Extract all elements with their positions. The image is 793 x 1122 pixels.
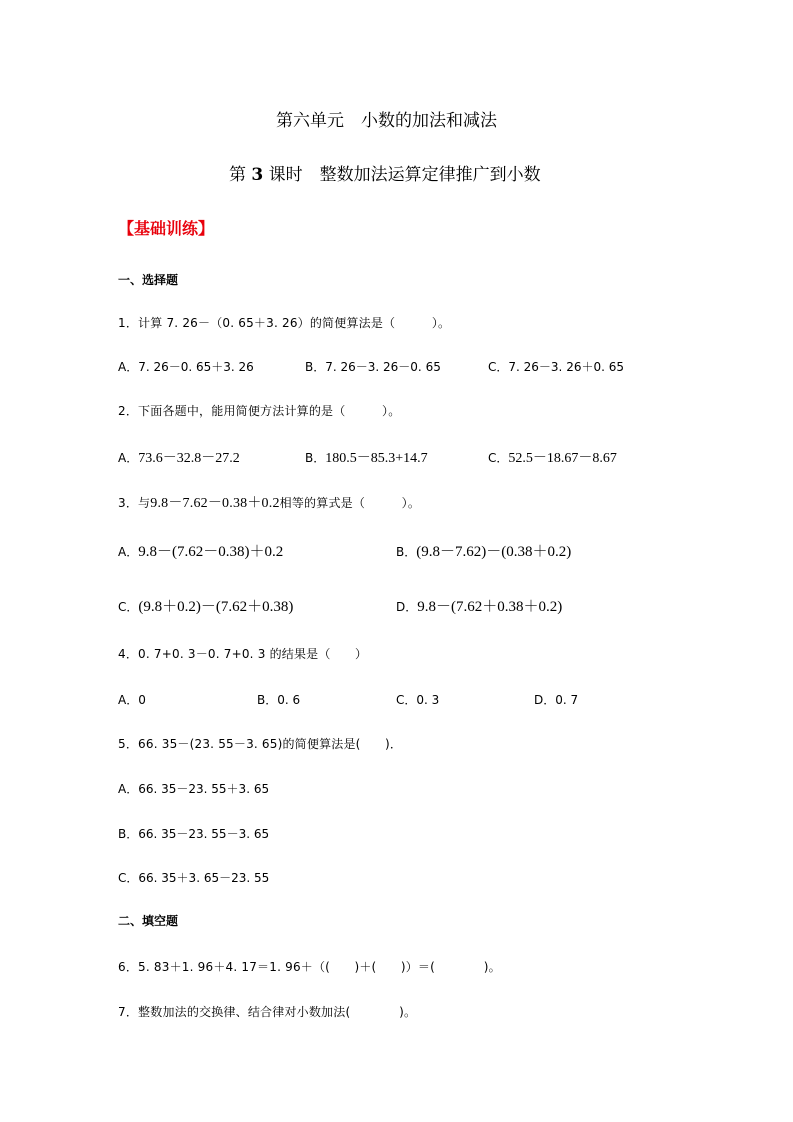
question-4 [118, 645, 367, 662]
option-1b: B．7. 26－3. 26－0. 65 [305, 360, 441, 374]
question-2 [118, 402, 400, 419]
lesson-prefix: 第 [229, 165, 246, 185]
question-number: 3． [118, 496, 139, 510]
option-1a: A．7. 26－0. 65＋3. 26 [118, 360, 254, 374]
option-4d: D．0. 7 [534, 693, 579, 707]
option-3b: B．(9.8－7.62)－(0.38＋0.2) [396, 544, 572, 560]
lesson-number: 3 [251, 165, 264, 185]
option-5c: C．66. 35＋3. 65－23. 55 [118, 871, 270, 885]
question-number: 1． [118, 316, 139, 330]
question-5 [118, 735, 402, 752]
section-heading-choice: 一、选择题 [118, 273, 179, 287]
question-text: 计算 7. 26－（0. 65＋3. 26）的简便算法是（ ）。 [138, 316, 451, 330]
question-text: 下面各题中，能用简便方法计算的是（ ）。 [138, 404, 401, 418]
question-3: 3．与9.8－7.62－0.38＋0.2相等的算式是（ ）。 [118, 496, 421, 511]
section-heading-fill: 二、填空题 [118, 914, 179, 928]
option-4c: C．0. 3 [396, 693, 440, 707]
lesson-title [229, 160, 541, 185]
option-2b: B．180.5－85.3+14.7 [305, 451, 428, 466]
unit-title: 第六单元 小数的加法和减法 [276, 111, 497, 131]
question-1 [118, 314, 450, 331]
option-3a: A．9.8－(7.62－0.38)＋0.2 [118, 544, 284, 560]
question-6 [118, 958, 501, 975]
section-tag: 【基础训练】 [118, 219, 215, 238]
question-expression: 9.8－7.62－0.38＋0.2 [150, 496, 280, 511]
option-2c: C．52.5－18.67－8.67 [488, 451, 617, 466]
option-2a: A．73.6－32.8－27.2 [118, 451, 240, 466]
option-1c: C．7. 26－3. 26＋0. 65 [488, 360, 624, 374]
option-5b: B．66. 35－23. 55－3. 65 [118, 827, 270, 841]
question-number: 2． [118, 404, 139, 418]
option-4b: B．0. 6 [257, 693, 301, 707]
question-number: 4． [118, 647, 139, 661]
question-text: 0. 7+0. 3－0. 7+0. 3 的结果是（ ） [138, 647, 368, 661]
question-7 [118, 1003, 416, 1020]
lesson-suffix: 课时 整数加法运算定律推广到小数 [268, 165, 541, 185]
question-text: 整数加法的交换律、结合律对小数加法( )。 [138, 1005, 417, 1019]
option-3d: D．9.8－(7.62＋0.38＋0.2) [396, 599, 563, 615]
question-number: 5． [118, 737, 139, 751]
option-5a: A．66. 35－23. 55＋3. 65 [118, 782, 270, 796]
question-text: 5. 83＋1. 96＋4. 17＝1. 96＋（( )＋( )）＝( )。 [138, 960, 501, 974]
option-4a: A．0 [118, 693, 146, 707]
question-number: 6． [118, 960, 139, 974]
question-text: 66. 35－(23. 55－3. 65)的简便算法是( )． [138, 737, 403, 751]
option-3c: C．(9.8＋0.2)－(7.62＋0.38) [118, 599, 294, 615]
question-number: 7． [118, 1005, 139, 1019]
